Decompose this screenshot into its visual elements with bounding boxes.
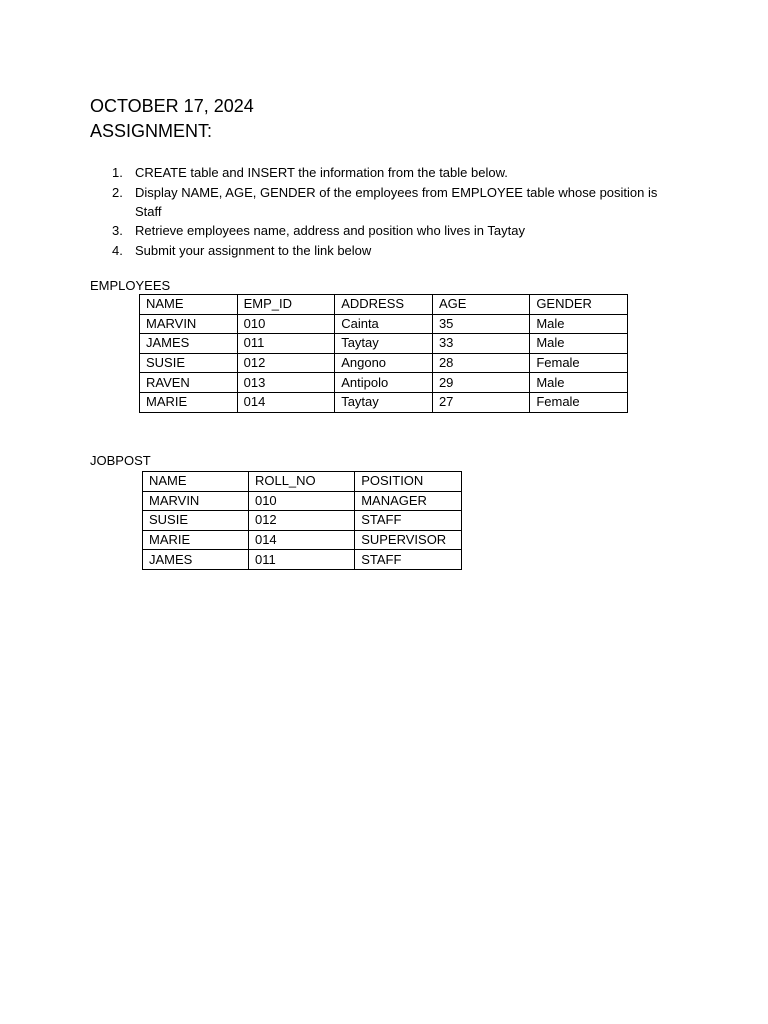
- table-row: [143, 550, 462, 570]
- table-cell: STAFF: [355, 511, 462, 531]
- task-number: 4.: [112, 242, 123, 258]
- jobpost-caption: JOBPOST: [90, 453, 151, 468]
- table-header-row: [143, 472, 462, 492]
- table-cell: Male: [530, 314, 628, 334]
- table-cell: MARIE: [143, 530, 249, 550]
- table-cell: Antipolo: [335, 373, 433, 393]
- document-date: OCTOBER 17, 2024: [90, 96, 254, 116]
- table-cell: MARVIN: [143, 491, 249, 511]
- task-item: [90, 183, 690, 221]
- table-cell: Male: [530, 373, 628, 393]
- table-cell: 27: [432, 392, 529, 412]
- task-number: 2.: [112, 184, 123, 200]
- table-header-row: [140, 295, 628, 315]
- table-row: [140, 314, 628, 334]
- table-cell: 29: [432, 373, 529, 393]
- table-cell: SUSIE: [140, 353, 238, 373]
- task-item: [90, 163, 690, 182]
- table-cell: RAVEN: [140, 373, 238, 393]
- task-item: [90, 241, 690, 260]
- table-row: [143, 530, 462, 550]
- table-row: [143, 511, 462, 531]
- table-cell: SUPERVISOR: [355, 530, 462, 550]
- table-cell: MARVIN: [140, 314, 238, 334]
- table-cell: Female: [530, 353, 628, 373]
- table-row: [140, 373, 628, 393]
- table-cell: 010: [237, 314, 335, 334]
- table-cell: 014: [237, 392, 335, 412]
- table-cell: 010: [248, 491, 354, 511]
- table-cell: 012: [237, 353, 335, 373]
- task-item: [90, 221, 690, 240]
- document-title: ASSIGNMENT:: [90, 121, 213, 141]
- table-header-cell: EMP_ID: [237, 295, 335, 315]
- table-row: [140, 353, 628, 373]
- table-header-cell: NAME: [143, 472, 249, 492]
- table-row: [143, 491, 462, 511]
- table-header-cell: NAME: [140, 295, 238, 315]
- task-number: 3.: [112, 223, 123, 238]
- table-cell: 012: [248, 511, 354, 531]
- task-text: CREATE table and INSERT the information from the table below.: [135, 165, 508, 180]
- table-cell: Cainta: [335, 314, 433, 334]
- table-header-cell: POSITION: [355, 472, 462, 492]
- table-cell: MANAGER: [355, 491, 462, 511]
- employees-caption: EMPLOYEES: [90, 278, 171, 293]
- table-header-cell: ADDRESS: [335, 295, 433, 315]
- table-header-cell: ROLL_NO: [248, 472, 354, 492]
- task-text: Submit your assignment to the link below: [135, 242, 372, 258]
- table-cell: JAMES: [140, 334, 238, 354]
- table-cell: STAFF: [355, 550, 462, 570]
- table-row: [140, 334, 628, 354]
- task-list: [90, 163, 690, 260]
- employees-table: [139, 294, 628, 413]
- task-text: Retrieve employees name, address and position who lives in Taytay: [135, 223, 525, 238]
- table-header-cell: GENDER: [530, 295, 628, 315]
- table-cell: 33: [432, 334, 529, 354]
- table-cell: Angono: [335, 353, 433, 373]
- task-text: Display NAME, AGE, GENDER of the employees from EMPLOYEE table whose position is Staff: [135, 184, 658, 219]
- table-header-cell: AGE: [432, 295, 529, 315]
- table-cell: 013: [237, 373, 335, 393]
- table-cell: Taytay: [335, 392, 433, 412]
- table-cell: Male: [530, 334, 628, 354]
- table-cell: Female: [530, 392, 628, 412]
- table-cell: JAMES: [143, 550, 249, 570]
- table-cell: MARIE: [140, 392, 238, 412]
- table-cell: 011: [237, 334, 335, 354]
- task-number: 1.: [112, 165, 123, 180]
- table-cell: 014: [248, 530, 354, 550]
- jobpost-table: [142, 471, 462, 570]
- table-cell: Taytay: [335, 334, 433, 354]
- table-row: [140, 392, 628, 412]
- table-cell: 35: [432, 314, 529, 334]
- table-cell: SUSIE: [143, 511, 249, 531]
- table-cell: 28: [432, 353, 529, 373]
- table-cell: 011: [248, 550, 354, 570]
